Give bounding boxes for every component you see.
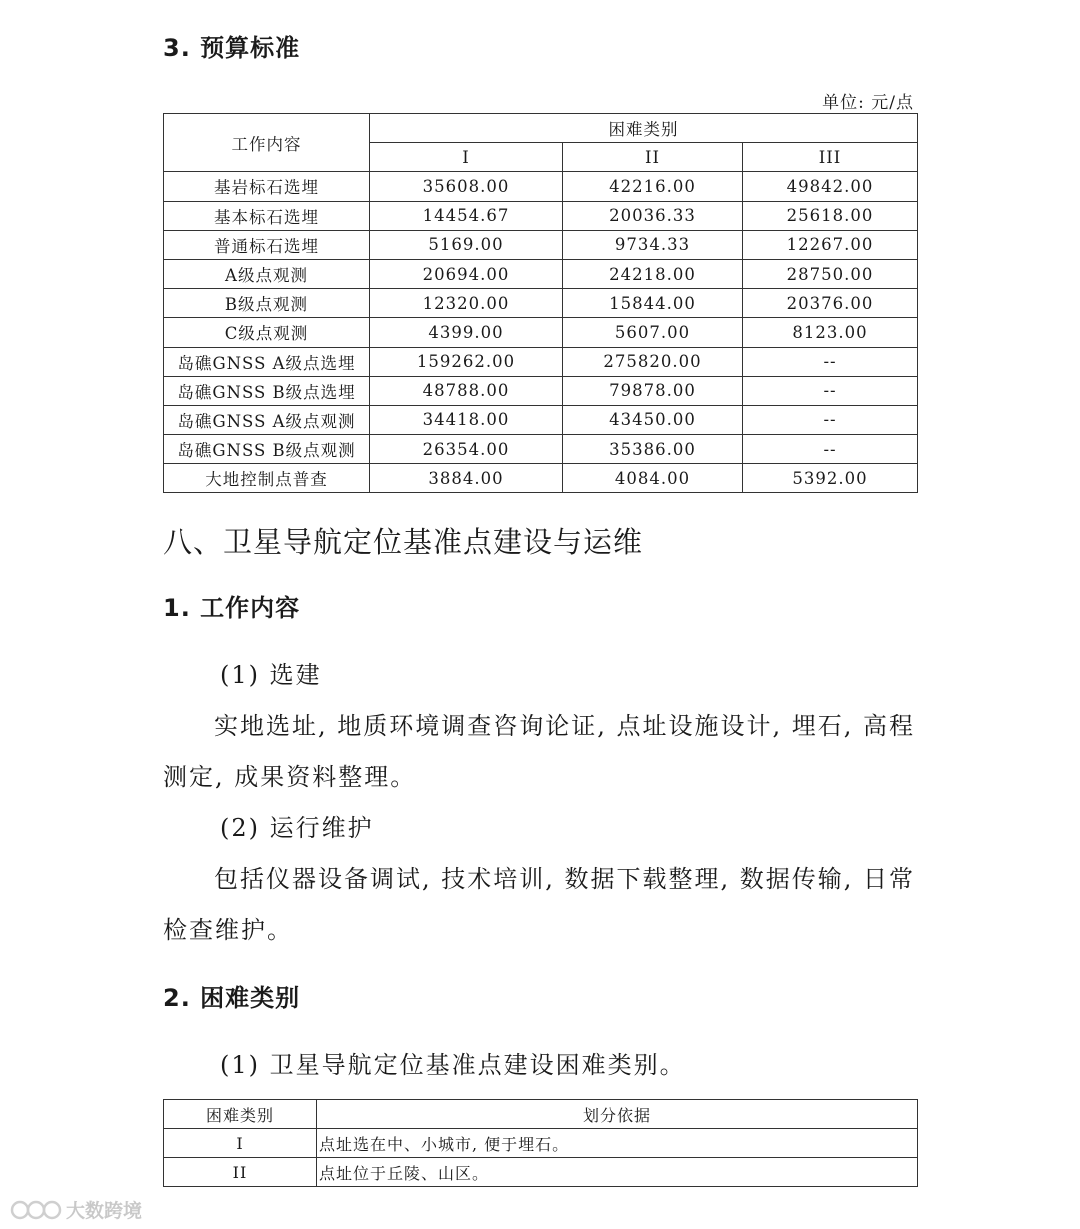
paragraph-line: 检查维护。 (163, 916, 293, 944)
cell-value: 159262.00 (370, 347, 563, 376)
header-col-1: I (370, 143, 563, 172)
basis-cell: 点址位于丘陵、山区。 (317, 1158, 918, 1187)
row-name: 岛礁GNSS A级点选埋 (164, 347, 370, 376)
cell-value: 12267.00 (743, 230, 918, 259)
cell-value: 25618.00 (743, 201, 918, 230)
category-cell: I (164, 1129, 317, 1158)
cell-value: 48788.00 (370, 376, 563, 405)
cell-value: 26354.00 (370, 435, 563, 464)
row-name: 基本标石选埋 (164, 201, 370, 230)
row-name: 岛礁GNSS B级点选埋 (164, 376, 370, 405)
watermark (10, 1196, 142, 1223)
cell-value: 24218.00 (563, 259, 743, 288)
budget-table (163, 113, 918, 493)
cell-value: 43450.00 (563, 405, 743, 434)
cell-value: -- (743, 347, 918, 376)
table-row (164, 1129, 918, 1158)
table-row (164, 172, 918, 201)
row-name: A级点观测 (164, 259, 370, 288)
paragraph-line: 实地选址, 地质环境调查咨询论证, 点址设施设计, 埋石, 高程 (214, 712, 916, 740)
table-row (164, 230, 918, 259)
cell-value: 20376.00 (743, 289, 918, 318)
cell-value: 12320.00 (370, 289, 563, 318)
cell-value: -- (743, 435, 918, 464)
watermark-text: 大数跨境 (66, 1200, 143, 1222)
cell-value: 35386.00 (563, 435, 743, 464)
table-row (164, 318, 918, 347)
row-name: 岛礁GNSS B级点观测 (164, 435, 370, 464)
table-row (164, 201, 918, 230)
row-name: 基岩标石选埋 (164, 172, 370, 201)
chapter-title: 八、卫星导航定位基准点建设与运维 (163, 525, 644, 559)
row-name: B级点观测 (164, 289, 370, 318)
header-work-content: 工作内容 (164, 114, 370, 172)
cell-value: 35608.00 (370, 172, 563, 201)
row-name: 岛礁GNSS A级点观测 (164, 405, 370, 434)
cell-value: 49842.00 (743, 172, 918, 201)
table-row (164, 347, 918, 376)
item-label-maintenance: (2) 运行维护 (220, 814, 374, 842)
table-row (164, 289, 918, 318)
subsection-title-difficulty: 2. 困难类别 (163, 984, 301, 1012)
cell-value: 5169.00 (370, 230, 563, 259)
category-cell: II (164, 1158, 317, 1187)
cell-value: 79878.00 (563, 376, 743, 405)
table-row (164, 405, 918, 434)
cell-value: 15844.00 (563, 289, 743, 318)
paragraph-line: 包括仪器设备调试, 技术培训, 数据下载整理, 数据传输, 日常 (214, 865, 916, 893)
cell-value: -- (743, 376, 918, 405)
table-row (164, 376, 918, 405)
item-label-site-selection: (1) 选建 (220, 661, 322, 689)
cell-value: 275820.00 (563, 347, 743, 376)
cell-value: 4399.00 (370, 318, 563, 347)
paragraph-line: 测定, 成果资料整理。 (163, 763, 417, 791)
cell-value: 8123.00 (743, 318, 918, 347)
cell-value: -- (743, 405, 918, 434)
table-row (164, 464, 918, 493)
watermark-logo-icon (10, 1197, 62, 1223)
cell-value: 28750.00 (743, 259, 918, 288)
row-name: 大地控制点普查 (164, 464, 370, 493)
section-title-budget: 3. 预算标准 (163, 34, 301, 62)
unit-note: 单位: 元/点 (822, 93, 914, 113)
cell-value: 42216.00 (563, 172, 743, 201)
cell-value: 3884.00 (370, 464, 563, 493)
header-col-3: III (743, 143, 918, 172)
cell-value: 4084.00 (563, 464, 743, 493)
cell-value: 20036.33 (563, 201, 743, 230)
cell-value: 5607.00 (563, 318, 743, 347)
row-name: 普通标石选埋 (164, 230, 370, 259)
cell-value: 9734.33 (563, 230, 743, 259)
header-basis: 划分依据 (317, 1100, 918, 1129)
header-category: 困难类别 (164, 1100, 317, 1129)
cell-value: 34418.00 (370, 405, 563, 434)
header-difficulty: 困难类别 (370, 114, 918, 143)
table-header-row (164, 1100, 918, 1129)
subsection-title-work-content: 1. 工作内容 (163, 594, 301, 622)
difficulty-table (163, 1099, 918, 1187)
cell-value: 20694.00 (370, 259, 563, 288)
row-name: C级点观测 (164, 318, 370, 347)
header-col-2: II (563, 143, 743, 172)
basis-cell: 点址选在中、小城市, 便于埋石。 (317, 1129, 918, 1158)
item-label-difficulty: (1) 卫星导航定位基准点建设困难类别。 (220, 1051, 686, 1079)
cell-value: 5392.00 (743, 464, 918, 493)
table-row (164, 1158, 918, 1187)
cell-value: 14454.67 (370, 201, 563, 230)
table-row (164, 435, 918, 464)
table-row (164, 259, 918, 288)
table-header-row (164, 114, 918, 143)
